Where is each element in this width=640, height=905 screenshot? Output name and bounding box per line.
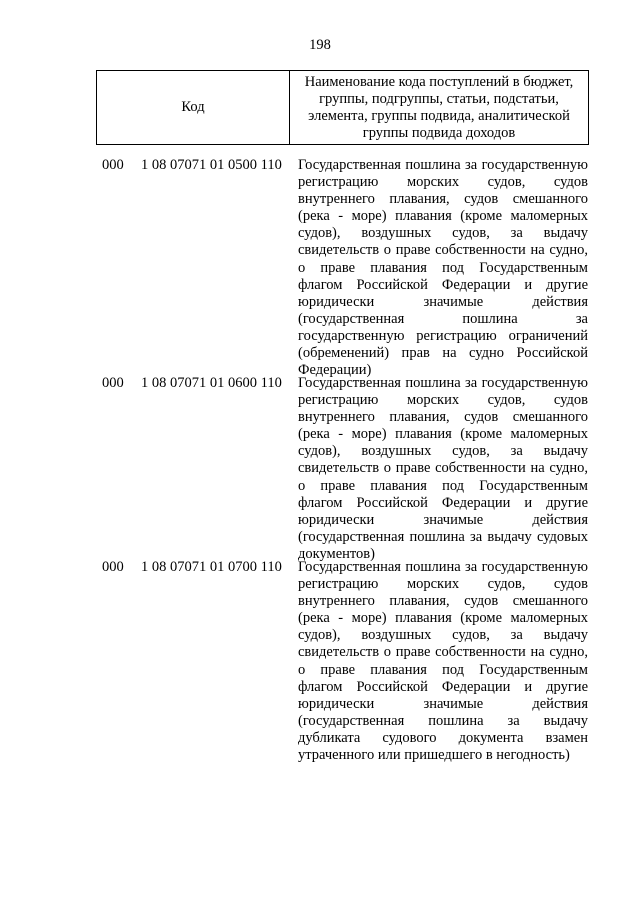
description-line: (государственная пошлина за выдачу [298,712,588,729]
row-revenue-code: 1 08 07071 01 0500 110 [141,157,282,173]
description-line: судов), воздушных судов, за выдачу [298,225,588,242]
row-group-code: 000 [102,559,124,575]
description-line: о праве плавания под Государственным [298,477,588,494]
description-line: утраченного или пришедшего в негодность) [298,747,570,764]
description-line: (река - море) плавания (кроме маломерных [298,208,588,225]
description-line: юридически значимые действия [298,293,588,310]
row-description [298,375,588,563]
row-description [298,559,588,764]
description-line: Государственная пошлина за государственную [298,375,588,391]
description-line: судов), воздушных судов, за выдачу [298,627,588,644]
description-line: дубликата судового документа взамен [298,729,588,746]
description-line: внутреннего плавания, судов смешанного [298,593,588,610]
table-header [96,70,589,145]
description-line: юридически значимые действия [298,695,588,712]
description-line: о праве плавания под Государственным [298,259,588,276]
column-header-name: Наименование кода поступлений в бюджет, группы, подгруппы, статьи, подстатьи, элемента, группы подвида, аналитической группы подвида доходов [290,71,589,145]
description-line: Федерации) [298,362,372,379]
description-line: регистрацию морских судов, судов [298,174,588,191]
description-line: свидетельств о праве собственности на судно, [298,460,588,477]
description-line: документов) [298,545,375,562]
description-line: внутреннего плавания, судов смешанного [298,191,588,208]
row-revenue-code: 1 08 07071 01 0600 110 [141,375,282,391]
description-line: государственную регистрацию ограничений [298,327,588,344]
description-line: Государственная пошлина за государственную [298,157,588,173]
description-line: флагом Российской Федерации и другие [298,276,588,293]
description-line: флагом Российской Федерации и другие [298,494,588,511]
description-line: о праве плавания под Государственным [298,661,588,678]
description-line: свидетельств о праве собственности на судно, [298,242,588,259]
description-line: (государственная пошлина за [298,310,588,327]
page-number: 198 [309,37,331,53]
row-group-code: 000 [102,157,124,173]
description-line: судов), воздушных судов, за выдачу [298,443,588,460]
description-line: юридически значимые действия [298,511,588,528]
description-line: (обременений) прав на судно Российской [298,345,588,362]
description-line: (река - море) плавания (кроме маломерных [298,426,588,443]
description-line: регистрацию морских судов, судов [298,392,588,409]
row-description [298,157,588,379]
description-line: флагом Российской Федерации и другие [298,678,588,695]
description-line: Государственная пошлина за государственную [298,559,588,575]
row-group-code: 000 [102,375,124,391]
description-line: свидетельств о праве собственности на судно, [298,644,588,661]
description-line: (река - море) плавания (кроме маломерных [298,610,588,627]
description-line: регистрацию морских судов, судов [298,576,588,593]
column-header-code: Код [97,71,290,145]
description-line: внутреннего плавания, судов смешанного [298,409,588,426]
description-line: (государственная пошлина за выдачу судовых [298,528,588,545]
row-revenue-code: 1 08 07071 01 0700 110 [141,559,282,575]
